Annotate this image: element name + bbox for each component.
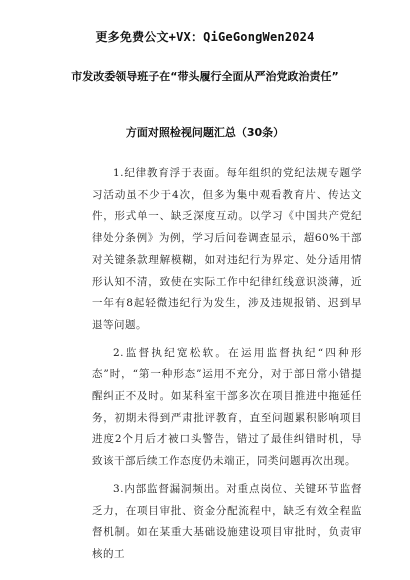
watermark-header: 更多免费公文+VX：QiGeGongWen2024 <box>95 30 315 44</box>
paragraph-item-1: 1.纪律教育浮于表面。每年组织的党纪法规专题学习活动虽不少于4次，但多为集中观看教育片、传达文件，形式单一、缺乏深度互动。以学习《中国共产党纪律处分条例》为例，学习后问卷调查显示，超60%干部对关键条款理解模糊，如对违纪行为界定、处分适用情形认知不清，致使在实际工作中纪律红线意识淡薄，近一年有8起轻微违纪行为发生，涉及违规报销、迟到早退等问题。 <box>92 167 362 331</box>
paragraph-item-3: 3.内部监督漏洞频出。对重点岗位、关键环节监督乏力，在项目审批、资金分配流程中，缺乏有效全程监督机制。如在某重大基础设施建设项目审批时，负责审核的工 <box>92 482 362 560</box>
paragraph-item-2: 2.监督执纪宽松软。在运用监督执纪“四种形态”时，“第一种形态”运用不充分，对于部日常小错提醒纠正不及时。如某科室干部多次在项目推进中拖延任务，初期未得到严肃批评教育，直至问题累积影响项目进度2个月后才被口头警告，错过了最佳纠错时机，导致该干部后续工作态度仍未端正，同类问题再次出现。 <box>92 346 362 468</box>
document-title-line-2: 方面对照检视问题汇总（30条） <box>125 126 285 139</box>
document-title-line-1: 市发改委领导班子在“带头履行全面从严治党政治责任” <box>71 70 339 83</box>
document-body <box>92 163 362 572</box>
